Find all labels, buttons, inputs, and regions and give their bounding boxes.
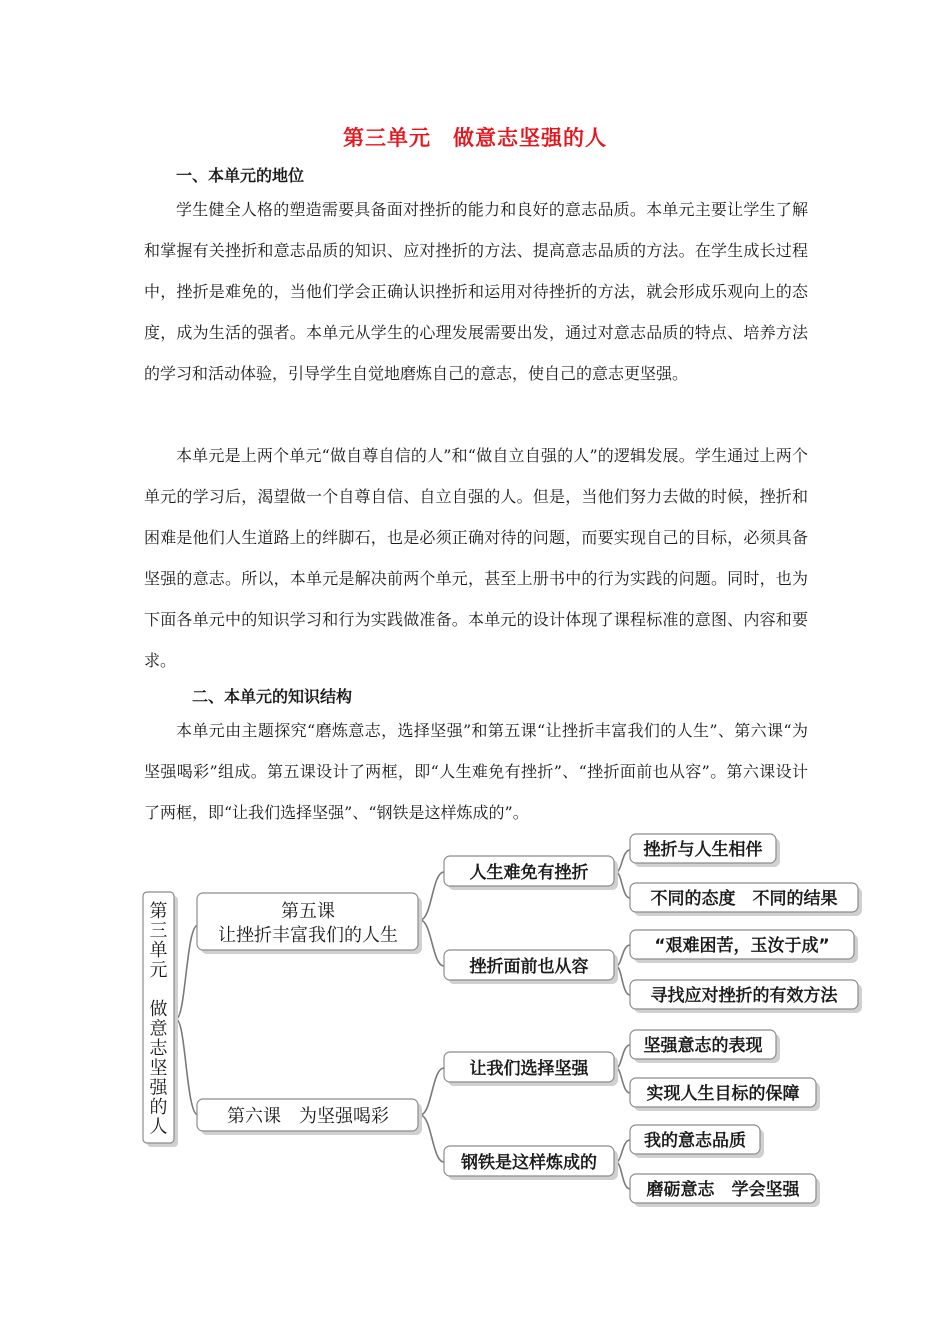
- frame-label-4: 钢铁是这样炼成的: [461, 1153, 597, 1173]
- section1-heading: 一、本单元的地位: [176, 166, 305, 185]
- root-char: 志: [149, 1038, 168, 1060]
- point-label-6: 实现人生目标的保障: [646, 1084, 800, 1104]
- root-char: 三: [149, 920, 168, 942]
- root-char: 第: [149, 901, 168, 922]
- section2-heading: 二、本单元的知识结构: [192, 687, 353, 706]
- point-label-7: 我的意志品质: [644, 1131, 746, 1151]
- root-char: 元: [149, 959, 168, 981]
- point-label-4: 寻找应对挫折的有效方法: [650, 986, 838, 1006]
- point-label-3: “艰难困苦，玉汝于成”: [654, 936, 830, 956]
- lesson5-line1: 第五课: [281, 901, 335, 922]
- frame-label-3: 让我们选择坚强: [469, 1059, 589, 1079]
- root-char: 人: [149, 1116, 168, 1138]
- root-char: 做: [149, 999, 168, 1020]
- root-char: 强: [149, 1077, 168, 1099]
- root-char: 的: [149, 1097, 168, 1118]
- point-label-8: 磨砺意志 学会坚强: [646, 1180, 800, 1200]
- root-char: 意: [149, 1018, 168, 1040]
- point-label-1: 挫折与人生相伴: [643, 840, 763, 860]
- root-char: 单: [149, 940, 168, 962]
- section1-paragraph-1: 学生健全人格的塑造需要具备面对挫折的能力和良好的意志品质。本单元主要让学生了解和掌握有关挫折和意志品质的知识、应对挫折的方法、提高意志品质的方法。在学生成长过程中，挫折是难免的，当他们学会正确认识挫折和运用对待挫折的方法，就会形成乐观向上的态度，成为生活的强者。本单元从学生的心理发展需要出发，通过对意志品质的特点、培养方法的学习和活动体验，引导学生自觉地磨炼自己的意志，使自己的意志更坚强。: [144, 200, 808, 383]
- section2-paragraph-1: 本单元由主题探究“磨炼意志，选择坚强”和第五课“让挫折丰富我们的人生”、第六课“为坚强喝彩”组成。第五课设计了两框，即“人生难免有挫折”、“挫折面前也从容”。第六课设计了两框，即“让我们选择坚强”、“钢铁是这样炼成的”。: [144, 721, 808, 822]
- point-label-5: 坚强意志的表现: [643, 1036, 763, 1056]
- lesson5-line2: 让挫折丰富我们的人生: [218, 925, 398, 946]
- frame-label-1: 人生难免有挫折: [469, 863, 589, 883]
- lesson6-label: 第六课 为坚强喝彩: [227, 1106, 389, 1127]
- page-title: 第三单元 做意志坚强的人: [343, 126, 607, 150]
- frame-label-2: 挫折面前也从容: [469, 957, 589, 977]
- section1-paragraph-2: 本单元是上两个单元“做自尊自信的人”和“做自立自强的人”的逻辑发展。学生通过上两个单元的学习后，渴望做一个自尊自信、自立自强的人。但是，当他们努力去做的时候，挫折和困难是他们人生道路上的绊脚石，也是必须正确对待的问题，而要实现自己的目标，必须具备坚强的意志。所以，本单元是解决前两个单元，甚至上册书中的行为实践的问题。同时，也为下面各单元中的知识学习和行为实践做准备。本单元的设计体现了课程标准的意图、内容和要求。: [144, 446, 808, 670]
- root-char: 坚: [149, 1057, 168, 1079]
- point-label-2: 不同的态度 不同的结果: [650, 889, 838, 909]
